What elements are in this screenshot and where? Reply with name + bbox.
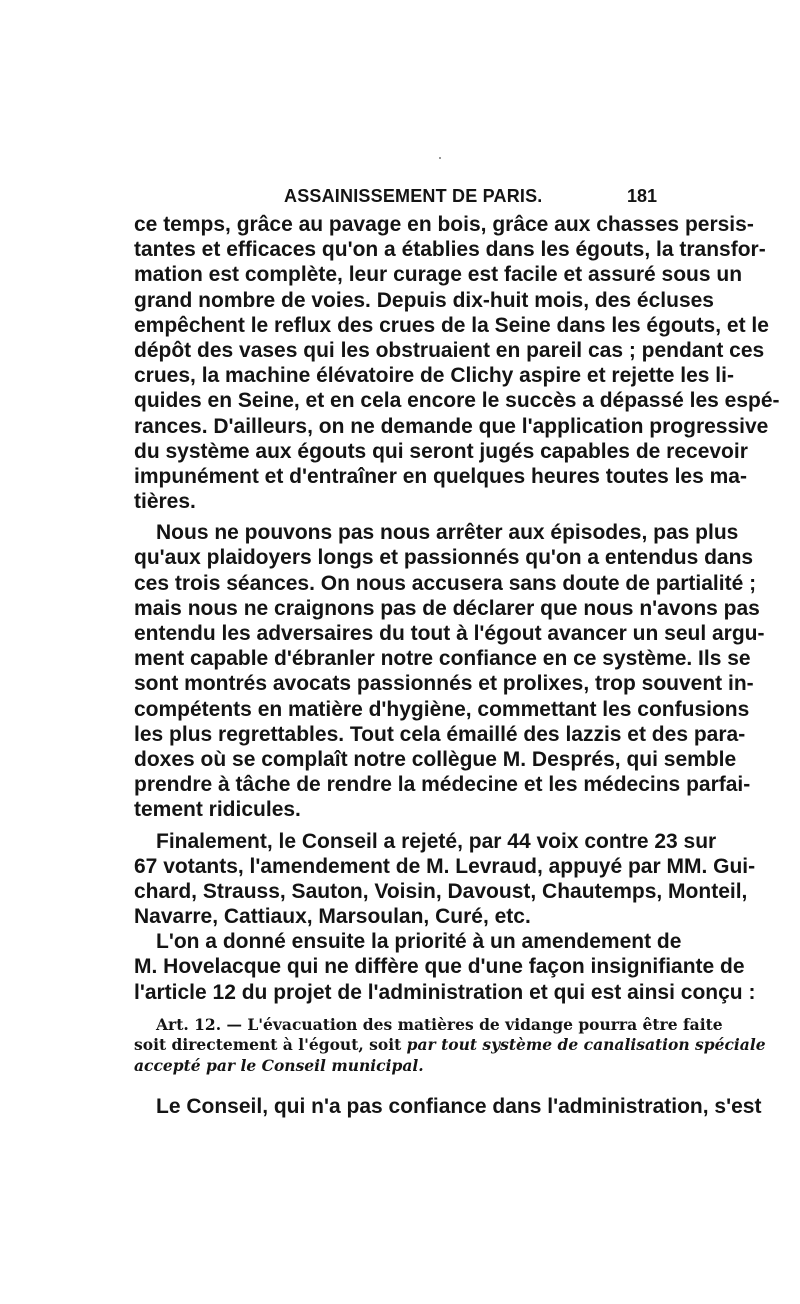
text-line: rances. D'ailleurs, on ne demande que l'application progressive <box>134 414 769 438</box>
text-line: tantes et efficaces qu'on a établies dans les égouts, la transfor- <box>134 238 766 262</box>
text-line: tières. <box>134 490 196 514</box>
text-line: du système aux égouts qui seront jugés capables de recevoir <box>134 439 748 463</box>
text-line: mation est complète, leur curage est facile et assuré sous un <box>134 263 743 287</box>
text-line: compétents en matière d'hygiène, commettant les confusions <box>134 697 750 721</box>
body-text <box>134 212 780 1076</box>
text-line: l'article 12 du projet de l'administration et qui est ainsi conçu : <box>134 980 756 1004</box>
paragraph-2 <box>134 520 765 822</box>
page-header <box>134 186 657 212</box>
page-number: 181 <box>626 186 657 206</box>
text-line: les plus regrettables. Tout cela émaillé des lazzis et des para- <box>134 722 746 746</box>
running-title: ASSAINISSEMENT DE PARIS. <box>284 186 543 206</box>
paragraph-1 <box>134 212 780 514</box>
text-line: L'on a donné ensuite la priorité à un amendement de <box>156 930 682 954</box>
paragraph-4 <box>134 929 756 1005</box>
text-line: qu'aux plaidoyers longs et passionnés qu'on a entendus dans <box>134 546 754 570</box>
text-line: ce temps, grâce au pavage en bois, grâce aux chasses persis- <box>134 213 754 236</box>
text-line: impunément et d'entraîner en quelques heures toutes les ma- <box>134 464 747 488</box>
text-line: M. Hovelacque qui ne diffère que d'une façon insignifiante de <box>134 955 745 979</box>
text-line: ces trois séances. On nous accusera sans doute de partialité ; <box>134 571 757 595</box>
quote-italic-text: par tout système de canalisation spéciale <box>406 1035 766 1055</box>
text-line: mais nous ne craignons pas de déclarer que nous n'avons pas <box>134 596 760 620</box>
quote-roman-text: soit directement à l'égout, soit <box>134 1035 407 1055</box>
text-line: ment capable d'ébranler notre confiance en ce système. Ils se <box>134 647 751 671</box>
printer-dot-mark <box>439 157 441 159</box>
text-line: dépôt des vases qui les obstruaient en pareil cas ; pendant ces <box>134 338 765 362</box>
text-line: prendre à tâche de rendre la médecine et les médecins parfai- <box>134 773 751 797</box>
text-line: Nous ne pouvons pas nous arrêter aux épisodes, pas plus <box>156 521 739 545</box>
text-line: crues, la machine élévatoire de Clichy aspire et rejette les li- <box>134 364 734 388</box>
text-line: Navarre, Cattiaux, Marsoulan, Curé, etc. <box>134 905 531 929</box>
text-line: grand nombre de voies. Depuis dix-huit mois, des écluses <box>134 288 714 312</box>
text-line: tement ridicules. <box>134 798 301 822</box>
text-line: quides en Seine, et en cela encore le succès a dépassé les espé- <box>134 389 780 413</box>
quoted-article <box>134 1014 766 1077</box>
quote-line <box>134 1035 766 1056</box>
final-text-line: Le Conseil, qui n'a pas confiance dans l'administration, s'est <box>156 1095 762 1118</box>
text-line: doxes où se complaît notre collègue M. Després, qui semble <box>134 747 737 771</box>
text-line: chard, Strauss, Sauton, Voisin, Davoust, Chautemps, Monteil, <box>134 879 748 903</box>
quote-line: accepté par le Conseil municipal. <box>134 1055 424 1075</box>
text-line: sont montrés avocats passionnés et prolixes, trop souvent in- <box>134 672 754 696</box>
quote-line: Art. 12. — L'évacuation des matières de vidange pourra être faite <box>156 1014 723 1034</box>
text-line: 67 votants, l'amendement de M. Levraud, appuyé par MM. Gui- <box>134 854 756 878</box>
text-line: entendu les adversaires du tout à l'égout avancer un seul argu- <box>134 622 765 645</box>
text-line: Finalement, le Conseil a rejeté, par 44 voix contre 23 sur <box>156 829 717 853</box>
paragraph-3 <box>134 829 756 930</box>
text-line: empêchent le reflux des crues de la Seine dans les égouts, et le <box>134 313 769 337</box>
